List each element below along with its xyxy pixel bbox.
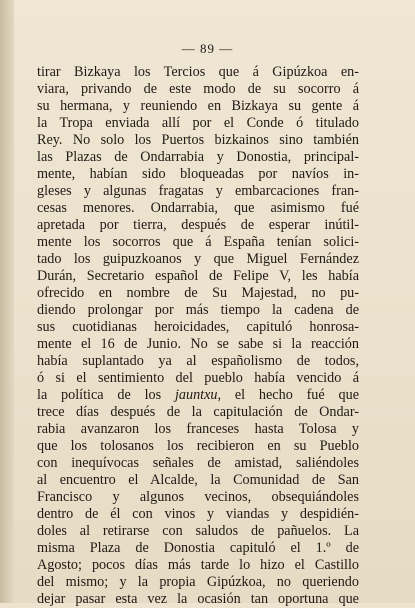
text-line: misma Plaza de Donostia capituló el 1.º de [37,540,359,556]
text-line: ó si el sentimiento del pueblo había vencido á [37,370,359,386]
text-line: dentro de él con vinos y viandas y despidién- [37,506,359,522]
body-text [37,64,359,608]
text-line: cesas menores. Ondarrabia, que asimismo fué [37,200,359,216]
text-line: Agosto; pocos días más tarde lo hizo el Castillo [37,557,359,573]
text-line: había suplantado ya al españolismo de todos, [37,353,359,369]
text-line: doles al retirarse con saludos de pañuelos. La [37,523,359,539]
text-line: ofrecido en nombre de Su Majestad, no pu- [37,285,359,301]
italic-term: jauntxu [174,387,218,403]
text-line: que los tolosanos los recibieron en su Pueblo [37,438,359,454]
text-line: su hermana, y reuniendo en Bizkaya su gente á [37,98,359,114]
text-line: Rey. No solo los Puertos bizkainos sino también [37,132,359,148]
text-line: tirar Bizkaya los Tercios que á Gipúzkoa en- [37,64,359,80]
text-line: gleses y algunas fragatas y embarcaciones fran- [37,183,359,199]
text-line: del mismo; y la propia Gipúzkoa, no queriendo [37,574,359,590]
text-line: mente el 16 de Junio. No se sabe si la reacción [37,336,359,352]
text-line: viara, privando de este modo de su socorro á [37,81,359,97]
text-line: mente, habían sido bloqueadas por navíos in- [37,166,359,182]
text-line: dejar pasar esta vez la ocasión tan oportuna que [37,591,359,607]
text-line: diendo prolongar por más tiempo la cadena de [37,302,359,318]
text-line: Durán, Secretario español de Felipe V, les había [37,268,359,284]
text-line: tado los guipuzkoanos y que Miguel Fernández [37,251,359,267]
text-line: la Tropa enviada allí por el Conde ó titulado [37,115,359,131]
text-line: con inequívocas señales de amistad, saliéndoles [37,455,359,471]
text-line: al encuentro el Alcalde, la Comunidad de San [37,472,359,488]
text-line: Francisco y algunos vecinos, obsequiándoles [37,489,359,505]
text-line: apretada por tierra, después de esperar inútil- [37,217,359,233]
text-line: rabia avanzaron los franceses hasta Tolosa y [37,421,359,437]
text-line: sus cuotidianas heroicidades, capituló honrosa- [37,319,359,335]
page-number: — 89 — [181,41,234,56]
text-line: las Plazas de Ondarrabia y Donostia, principal- [37,149,359,165]
page-gutter-shadow [0,0,14,603]
text-line: la política de los jauntxu, el hecho fué que [37,387,359,403]
text-line: mente los socorros que á España tenían solici- [37,234,359,250]
text-line: trece días después de la capitulación de Ondar- [37,404,359,420]
